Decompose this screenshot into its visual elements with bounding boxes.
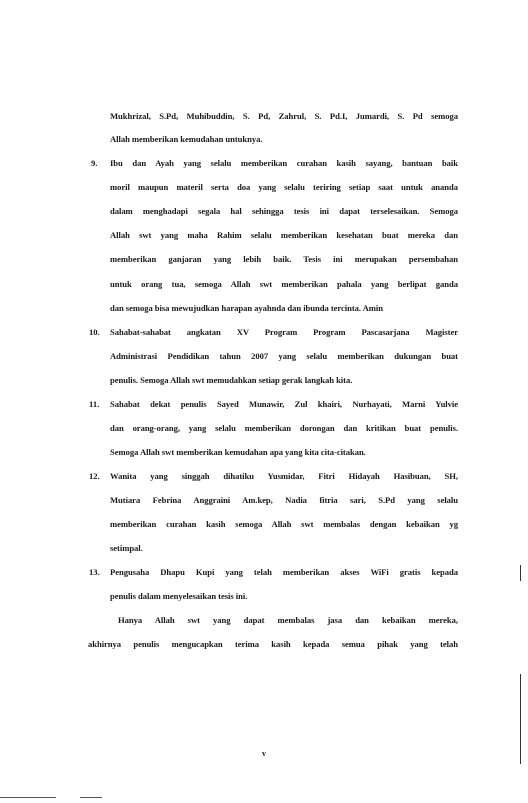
intro-line: Mukhrizal, S.Pd, Muhibuddin, S. Pd, Zahrul, S. Pd.I, Jumardi, S. Pd semoga: [110, 111, 458, 121]
list-item-line: Wanita yang singgah dihatiku Yusmidar, Fitri Hidayah Hasibuan, SH,: [110, 471, 458, 481]
page-number: v: [262, 749, 266, 758]
list-item-line: Mutiara Febrina Anggraini Am.kep, Nadia fitria sari, S.Pd yang selalu: [110, 495, 458, 505]
list-item-number: 10.: [89, 327, 100, 337]
list-item-line: Sahabat dekat penulis Sayed Munawir, Zul khairi, Nurhayati, Marni Yulvie: [110, 399, 458, 409]
scan-edge-mark: [520, 674, 521, 764]
list-item-line: untuk orang tua, semoga Allah swt memberikan pahala yang berlipat ganda: [110, 279, 458, 289]
list-item-line: Ibu dan Ayah yang selalu memberikan curahan kasih sayang, bantuan baik: [110, 158, 458, 168]
list-item-number: 13.: [89, 567, 100, 577]
list-item-line: Sahabat-sahabat angkatan XV Program Program Pascasarjana Magister: [110, 327, 458, 337]
closing-line: akhirnya penulis mengucapkan terima kasih kepada semua pihak yang telah: [88, 639, 458, 649]
scan-edge-mark: [520, 565, 521, 581]
scan-bottom-line: [0, 797, 56, 798]
scan-bottom-line: [80, 797, 102, 798]
list-item-line: memberikan ganjaran yang lebih baik. Tesis ini merupakan persembahan: [110, 254, 458, 264]
list-item-number: 9.: [91, 158, 98, 168]
list-item-number: 11.: [89, 399, 100, 409]
list-item-line: penulis. Semoga Allah swt memudahkan setiap gerak langkah kita.: [110, 375, 353, 385]
intro-line: Allah memberikan kemudahan untuknya.: [110, 134, 263, 144]
list-item-line: moril maupun materil serta doa yang selalu teriring setiap saat untuk ananda: [110, 182, 458, 192]
list-item-line: dan orang-orang, yang selalu memberikan dorongan dan kritikan buat penulis.: [110, 423, 458, 433]
list-item-line: penulis dalam menyelesaikan tesis ini.: [110, 591, 248, 601]
list-item-line: Pengusaha Dhapu Kupi yang telah memberikan akses WiFi gratis kepada: [110, 567, 458, 577]
list-item-line: setimpal.: [110, 543, 143, 553]
list-item-line: Semoga Allah swt memberikan kemudahan apa yang kita cita-citakan.: [110, 447, 366, 457]
list-item-line: dalam menghadapi segala hal sehingga tesis ini dapat terselesaikan. Semoga: [110, 206, 458, 216]
list-item-line: memberikan curahan kasih semoga Allah swt membalas dengan kebaikan yg: [110, 519, 458, 529]
list-item-line: Allah swt yang maha Rahim selalu memberikan kesehatan buat mereka dan: [110, 230, 458, 240]
list-item-line: Administrasi Pendidikan tahun 2007 yang selalu memberikan dukungan buat: [110, 351, 458, 361]
list-item-line: dan semoga bisa mewujudkan harapan ayahnda dan ibunda tercinta. Amin: [110, 303, 383, 313]
closing-line: Hanya Allah swt yang dapat membalas jasa dan kebaikan mereka,: [118, 615, 458, 625]
list-item-number: 12.: [89, 471, 100, 481]
